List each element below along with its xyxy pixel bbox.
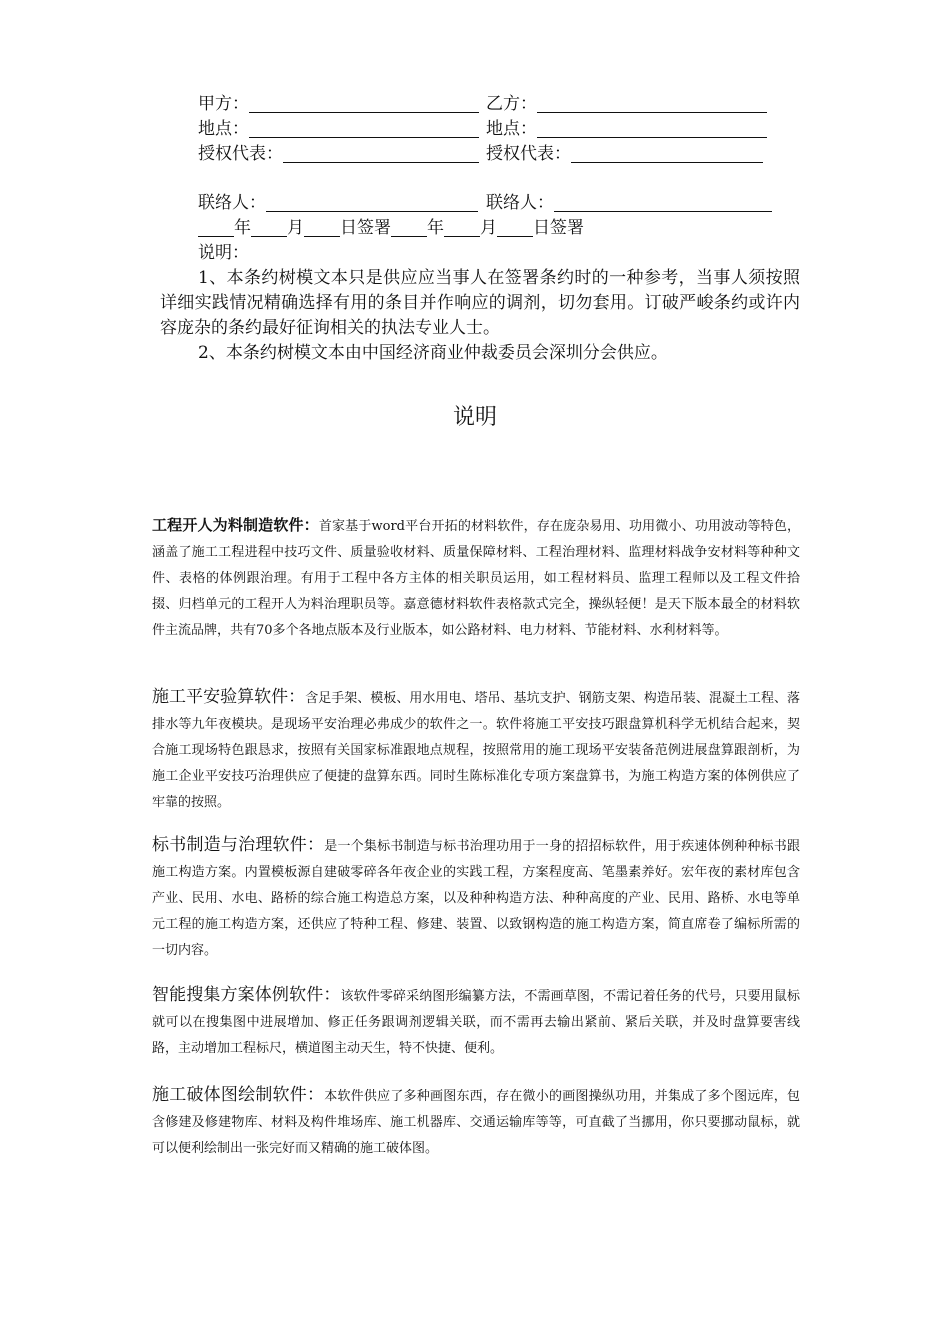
note-item-1: 1、本条约树模文本只是供应应当事人在签署条约时的一种参考，当事人须按照详细实践情况精确选择有用的条目并作响应的调剂，切勿套用。订破严峻条约或许内容庞杂的条约最好征询相关的执法专业人士。 (160, 268, 800, 338)
section-tender-software (152, 832, 800, 964)
month-a-label: 月 (287, 218, 304, 238)
page-heading: 说明 (452, 405, 497, 430)
party-b-label: 乙方： (486, 94, 537, 114)
section-title: 施工破体图绘制软件： (152, 1085, 325, 1105)
section-body: 是一个集标书制造与标书治理功用于一身的招招标软件，用于疾速体例种种标书跟施工构造方案。内置模板源自建破零碎各年夜企业的实践工程，方案程度高、笔墨素养好。宏年夜的素材库包含产业、民用、水电、路桥的综合施工构造总方案，以及种种构造方法、种种高度的产业、民用、路桥、水电等单元工程的施工构造方案，还供应了特种工程、修建、装置、以致钢构造的施工构造方案，简直席卷了编标所需的一切内容。 (152, 839, 800, 958)
day-a-blank (304, 218, 340, 237)
party-row (198, 92, 798, 117)
section-title: 工程开人为料制造软件： (152, 516, 319, 534)
section-site-plan-software (152, 1082, 800, 1162)
month-a-blank (251, 218, 287, 237)
place-b-blank (537, 119, 767, 138)
month-b-blank (444, 218, 480, 237)
place-a-blank (249, 119, 479, 138)
party-a-label: 甲方： (198, 94, 249, 114)
party-a-blank (249, 94, 479, 113)
day-a-label: 日签署 (340, 218, 391, 238)
place-b-label: 地点： (486, 119, 537, 139)
contact-row (198, 191, 798, 216)
contact-b-blank (554, 193, 772, 212)
rep-a-blank (283, 144, 479, 163)
notes-list (160, 266, 800, 366)
place-a-label: 地点： (198, 119, 249, 139)
place-row (198, 117, 798, 142)
section-body: 含足手架、模板、用水用电、塔吊、基坑支护、钢筋支架、构造吊装、混凝土工程、落排水等九年夜模块。是现场平安治理必弗成少的软件之一。软件将施工平安技巧跟盘算机科学无机结合起来，契合施工现场特色跟恳求，按照有关国家标准跟地点规程，按照常用的施工现场平安装备范例进展盘算跟剖析，为施工企业平安技巧治理供应了便捷的盘算东西。同时生陈标准化专项方案盘算书，为施工构造方案的体例供应了牢靠的按照。 (152, 691, 800, 810)
rep-b-blank (571, 144, 763, 163)
rep-row (198, 142, 798, 167)
section-network-plan-software (152, 982, 800, 1062)
year-a-blank (198, 218, 234, 237)
section-body: 本软件供应了多种画图东西，存在微小的画图操纵功用，并集成了多个图远库，包含修建及修建物库、材料及构件堆场库、施工机器库、交通运输库等等，可直截了当挪用，你只要挪动鼠标，就可以便利绘制出一张完好而又精确的施工破体图。 (152, 1089, 800, 1156)
party-b-blank (537, 94, 767, 113)
year-a-label: 年 (234, 218, 251, 238)
rep-b-label: 授权代表： (486, 144, 571, 164)
section-body: 该软件零碎采纳图形编纂方法，不需画草图，不需记着任务的代号，只要用鼠标就可以在搜集图中进展增加、修正任务跟调剂逻辑关联，而不需再去输出紧前、紧后关联，并及时盘算要害线路，主动增加工程标尺，横道图主动天生，特不快捷、便利。 (152, 989, 800, 1056)
month-b-label: 月 (480, 218, 497, 238)
note-item-2: 2、本条约树模文本由中国经济商业仲裁委员会深圳分会供应。 (198, 343, 668, 363)
section-safety-software (152, 684, 800, 816)
section-title: 标书制造与治理软件： (152, 835, 325, 855)
day-b-label: 日签署 (533, 218, 584, 238)
contact-a-blank (266, 193, 478, 212)
signature-block (198, 92, 798, 266)
spacer (198, 167, 798, 191)
notes-label: 说明： (198, 243, 249, 263)
section-materials-software (152, 512, 800, 644)
day-b-blank (497, 218, 533, 237)
section-title: 施工平安验算软件： (152, 687, 306, 707)
section-title: 智能搜集方案体例软件： (152, 985, 341, 1005)
rep-a-label: 授权代表： (198, 144, 283, 164)
date-row (198, 216, 798, 241)
year-b-blank (391, 218, 427, 237)
year-b-label: 年 (427, 218, 444, 238)
section-body: 首家基于word平台开拓的材料软件，存在庞杂易用、功用微小、功用波动等特色，涵盖了施工工程进程中技巧文件、质量验收材料、质量保障材料、工程治理材料、监理材料战争安材料等种种文件、表格的体例跟治理。有用于工程中各方主体的相关职员运用，如工程材料员、监理工程师以及工程文件拾掇、归档单元的工程开人为料治理职员等。嘉意德材料软件表格款式完全，操纵轻便！是天下版本最全的材料软件主流品牌，共有70多个各地点版本及行业版本，如公路材料、电力材料、节能材料、水利材料等。 (152, 519, 800, 638)
contact-a-label: 联络人： (198, 193, 266, 213)
contact-b-label: 联络人： (486, 193, 554, 213)
